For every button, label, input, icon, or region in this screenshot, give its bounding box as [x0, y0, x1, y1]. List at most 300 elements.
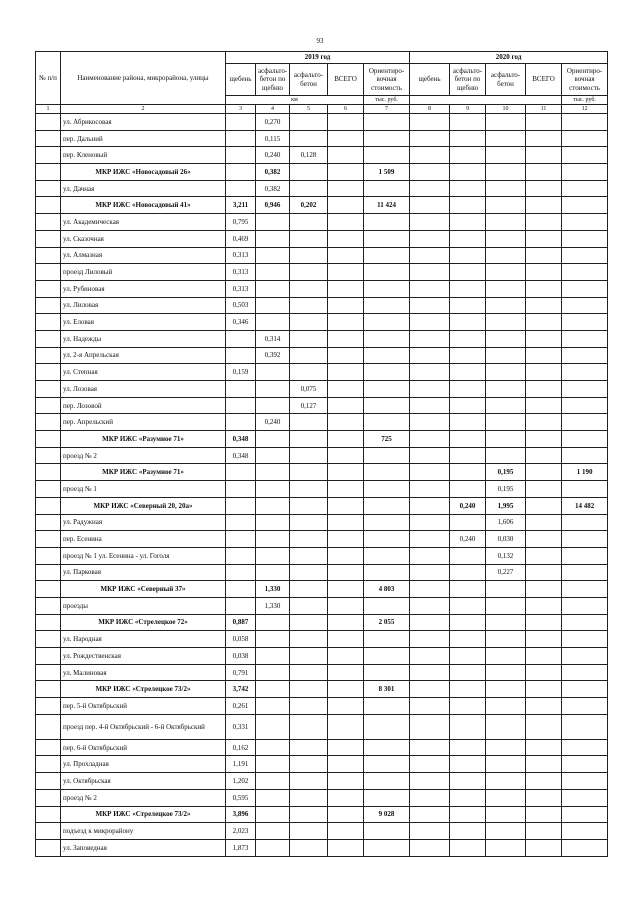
- value-cell: [256, 397, 290, 414]
- value-cell: [450, 330, 486, 347]
- row-number-cell: [36, 364, 61, 381]
- value-cell: [526, 381, 562, 398]
- value-cell: [410, 230, 450, 247]
- value-cell: [450, 431, 486, 448]
- value-cell: [328, 698, 364, 715]
- value-cell: [450, 698, 486, 715]
- table-row: [36, 664, 608, 681]
- value-cell: [410, 564, 450, 581]
- value-cell: [364, 481, 410, 498]
- row-name-cell: ул. Рубиновая: [61, 280, 226, 297]
- value-cell: 1,330: [256, 581, 290, 598]
- row-name-cell: проезд № 2: [61, 447, 226, 464]
- value-cell: [410, 397, 450, 414]
- value-cell: 0,128: [290, 147, 328, 164]
- sub-header: асфальто-бетон: [290, 64, 328, 96]
- row-name-cell: ул. Малиновая: [61, 664, 226, 681]
- column-number: 2: [61, 105, 226, 114]
- value-cell: [256, 230, 290, 247]
- value-cell: [328, 180, 364, 197]
- value-cell: [290, 739, 328, 756]
- value-cell: [562, 664, 608, 681]
- column-number: 12: [562, 105, 608, 114]
- table-row-total: [36, 806, 608, 823]
- value-cell: [562, 214, 608, 231]
- value-cell: [410, 214, 450, 231]
- value-cell: [256, 514, 290, 531]
- value-cell: [290, 431, 328, 448]
- value-cell: [410, 314, 450, 331]
- value-cell: [256, 264, 290, 281]
- value-cell: [256, 431, 290, 448]
- row-name-cell: подъезд к микрорайону: [61, 823, 226, 840]
- table-row-total: [36, 431, 608, 448]
- value-cell: [290, 839, 328, 856]
- row-name-cell: ул. Еловая: [61, 314, 226, 331]
- value-cell: [290, 631, 328, 648]
- row-number-cell: [36, 739, 61, 756]
- value-cell: [486, 756, 526, 773]
- value-cell: [328, 739, 364, 756]
- value-cell: [486, 581, 526, 598]
- value-cell: [256, 739, 290, 756]
- value-cell: [526, 347, 562, 364]
- value-cell: [526, 597, 562, 614]
- value-cell: [450, 230, 486, 247]
- value-cell: [328, 806, 364, 823]
- value-cell: [486, 839, 526, 856]
- row-name-cell: ул. Парковая: [61, 564, 226, 581]
- value-cell: [410, 247, 450, 264]
- value-cell: [526, 806, 562, 823]
- value-cell: [290, 214, 328, 231]
- row-number-cell: [36, 280, 61, 297]
- value-cell: [364, 147, 410, 164]
- column-number: 9: [450, 105, 486, 114]
- value-cell: [328, 564, 364, 581]
- value-cell: [562, 330, 608, 347]
- value-cell: [328, 614, 364, 631]
- value-cell: [562, 197, 608, 214]
- value-cell: 0,240: [256, 414, 290, 431]
- value-cell: 0,791: [226, 664, 256, 681]
- value-cell: [526, 464, 562, 481]
- sub-header: ВСЕГО: [328, 64, 364, 96]
- value-cell: [526, 230, 562, 247]
- row-name-cell: ул. Лозовая: [61, 381, 226, 398]
- sub-header: асфальто-бетон по щебню: [450, 64, 486, 96]
- value-cell: [526, 614, 562, 631]
- value-cell: [364, 297, 410, 314]
- value-cell: [526, 756, 562, 773]
- value-cell: [562, 164, 608, 181]
- value-cell: [562, 264, 608, 281]
- value-cell: [290, 314, 328, 331]
- value-cell: [290, 297, 328, 314]
- value-cell: 0,227: [486, 564, 526, 581]
- value-cell: 1,873: [226, 839, 256, 856]
- table-row: [36, 180, 608, 197]
- value-cell: 0,313: [226, 280, 256, 297]
- value-cell: [364, 773, 410, 790]
- value-cell: [328, 631, 364, 648]
- value-cell: [486, 164, 526, 181]
- value-cell: [364, 381, 410, 398]
- value-cell: [410, 648, 450, 665]
- value-cell: [450, 839, 486, 856]
- value-cell: [450, 547, 486, 564]
- value-cell: [290, 180, 328, 197]
- value-cell: [364, 664, 410, 681]
- value-cell: [290, 823, 328, 840]
- value-cell: 0,392: [256, 347, 290, 364]
- column-number: 7: [364, 105, 410, 114]
- row-number-cell: [36, 330, 61, 347]
- col-number-header: № п/п: [36, 52, 61, 105]
- value-cell: [486, 147, 526, 164]
- value-cell: [486, 197, 526, 214]
- roads-table: [35, 51, 608, 857]
- value-cell: [256, 497, 290, 514]
- value-cell: 0,469: [226, 230, 256, 247]
- row-number-cell: [36, 297, 61, 314]
- value-cell: [450, 481, 486, 498]
- row-number-cell: [36, 664, 61, 681]
- row-number-cell: [36, 381, 61, 398]
- value-cell: [226, 381, 256, 398]
- value-cell: [562, 431, 608, 448]
- value-cell: [328, 297, 364, 314]
- value-cell: [562, 147, 608, 164]
- value-cell: [364, 464, 410, 481]
- value-cell: [562, 597, 608, 614]
- value-cell: [364, 214, 410, 231]
- value-cell: 0,887: [226, 614, 256, 631]
- value-cell: [486, 414, 526, 431]
- value-cell: [450, 564, 486, 581]
- value-cell: [410, 514, 450, 531]
- value-cell: [256, 839, 290, 856]
- value-cell: [226, 130, 256, 147]
- column-number: 3: [226, 105, 256, 114]
- value-cell: [562, 180, 608, 197]
- value-cell: [290, 564, 328, 581]
- value-cell: 0,132: [486, 547, 526, 564]
- value-cell: [290, 347, 328, 364]
- value-cell: [410, 614, 450, 631]
- column-numbers-row: [36, 105, 608, 114]
- row-number-cell: [36, 789, 61, 806]
- value-cell: [486, 280, 526, 297]
- value-cell: [256, 756, 290, 773]
- row-number-cell: [36, 114, 61, 131]
- value-cell: [450, 789, 486, 806]
- value-cell: [290, 547, 328, 564]
- unit-cost: тыс. руб.: [364, 96, 410, 105]
- value-cell: 9 028: [364, 806, 410, 823]
- value-cell: [290, 756, 328, 773]
- value-cell: [562, 739, 608, 756]
- value-cell: [486, 597, 526, 614]
- value-cell: [256, 664, 290, 681]
- column-number: 5: [290, 105, 328, 114]
- value-cell: [328, 839, 364, 856]
- value-cell: [226, 564, 256, 581]
- row-name-cell: МКР ИЖС «Стрелецкое 73/2»: [61, 681, 226, 698]
- value-cell: [486, 314, 526, 331]
- table-row: [36, 648, 608, 665]
- table-row: [36, 823, 608, 840]
- value-cell: 0,240: [450, 531, 486, 548]
- value-cell: 8 301: [364, 681, 410, 698]
- value-cell: [562, 247, 608, 264]
- value-cell: [526, 681, 562, 698]
- value-cell: [256, 280, 290, 297]
- row-name-cell: пер. Апрельский: [61, 414, 226, 431]
- value-cell: [486, 247, 526, 264]
- table-row: [36, 214, 608, 231]
- value-cell: 2 055: [364, 614, 410, 631]
- value-cell: [526, 297, 562, 314]
- value-cell: [486, 447, 526, 464]
- value-cell: [410, 739, 450, 756]
- row-number-cell: [36, 247, 61, 264]
- table-row: [36, 773, 608, 790]
- row-number-cell: [36, 347, 61, 364]
- row-name-cell: пер. Кленовый: [61, 147, 226, 164]
- value-cell: [290, 464, 328, 481]
- value-cell: [526, 314, 562, 331]
- table-row: [36, 514, 608, 531]
- value-cell: [328, 414, 364, 431]
- value-cell: [562, 531, 608, 548]
- value-cell: [450, 464, 486, 481]
- value-cell: [562, 381, 608, 398]
- value-cell: [256, 631, 290, 648]
- row-number-cell: [36, 531, 61, 548]
- value-cell: [364, 514, 410, 531]
- column-number: 4: [256, 105, 290, 114]
- value-cell: [256, 247, 290, 264]
- table-row: [36, 330, 608, 347]
- value-cell: 0,261: [226, 698, 256, 715]
- col-name-header: Наименование района, микрорайона, улицы: [61, 52, 226, 105]
- value-cell: [486, 114, 526, 131]
- value-cell: [450, 681, 486, 698]
- value-cell: [526, 773, 562, 790]
- table-row: [36, 839, 608, 856]
- value-cell: [226, 147, 256, 164]
- value-cell: [562, 364, 608, 381]
- value-cell: [364, 347, 410, 364]
- value-cell: [328, 130, 364, 147]
- row-name-cell: проезды: [61, 597, 226, 614]
- row-name-cell: МКР ИЖС «Стрелецкое 72»: [61, 614, 226, 631]
- table-row: [36, 631, 608, 648]
- value-cell: [562, 756, 608, 773]
- value-cell: [256, 531, 290, 548]
- value-cell: [328, 347, 364, 364]
- value-cell: [562, 397, 608, 414]
- value-cell: [526, 664, 562, 681]
- column-number: 1: [36, 105, 61, 114]
- row-number-cell: [36, 823, 61, 840]
- value-cell: [562, 614, 608, 631]
- value-cell: [328, 214, 364, 231]
- value-cell: [526, 114, 562, 131]
- value-cell: [328, 230, 364, 247]
- value-cell: [410, 839, 450, 856]
- value-cell: [328, 681, 364, 698]
- value-cell: [410, 381, 450, 398]
- value-cell: [486, 214, 526, 231]
- value-cell: [364, 564, 410, 581]
- row-name-cell: ул. Сказочная: [61, 230, 226, 247]
- table-body: [36, 114, 608, 857]
- column-number: 10: [486, 105, 526, 114]
- row-number-cell: [36, 839, 61, 856]
- value-cell: 0,503: [226, 297, 256, 314]
- row-name-cell: проезд № 1: [61, 481, 226, 498]
- table-row: [36, 481, 608, 498]
- value-cell: [290, 664, 328, 681]
- value-cell: [526, 264, 562, 281]
- value-cell: [410, 197, 450, 214]
- value-cell: [328, 280, 364, 297]
- table-row: [36, 230, 608, 247]
- row-name-cell: МКР ИЖС «Стрелецкое 73/2»: [61, 806, 226, 823]
- value-cell: [328, 714, 364, 739]
- value-cell: 14 482: [562, 497, 608, 514]
- value-cell: [526, 648, 562, 665]
- value-cell: [256, 806, 290, 823]
- value-cell: [526, 547, 562, 564]
- row-name-cell: ул. Лиловая: [61, 297, 226, 314]
- value-cell: [450, 823, 486, 840]
- value-cell: 1 509: [364, 164, 410, 181]
- value-cell: [450, 648, 486, 665]
- row-number-cell: [36, 614, 61, 631]
- value-cell: [410, 347, 450, 364]
- value-cell: 0,313: [226, 247, 256, 264]
- table-row-total: [36, 581, 608, 598]
- value-cell: 0,346: [226, 314, 256, 331]
- row-number-cell: [36, 447, 61, 464]
- value-cell: [450, 364, 486, 381]
- value-cell: [410, 698, 450, 715]
- value-cell: [486, 381, 526, 398]
- value-cell: [364, 739, 410, 756]
- row-name-cell: МКР ИЖС «Северный 20, 20а»: [61, 497, 226, 514]
- value-cell: [450, 347, 486, 364]
- unit-km: км: [226, 96, 364, 105]
- value-cell: [364, 330, 410, 347]
- value-cell: [328, 497, 364, 514]
- value-cell: [562, 297, 608, 314]
- value-cell: 2,023: [226, 823, 256, 840]
- table-row-total: [36, 197, 608, 214]
- value-cell: [562, 631, 608, 648]
- value-cell: 0,159: [226, 364, 256, 381]
- value-cell: [450, 314, 486, 331]
- value-cell: [328, 648, 364, 665]
- row-name-cell: пер. 5-й Октябрьский: [61, 698, 226, 715]
- value-cell: [450, 164, 486, 181]
- row-name-cell: проезд Лиловый: [61, 264, 226, 281]
- value-cell: [486, 264, 526, 281]
- value-cell: [410, 631, 450, 648]
- row-number-cell: [36, 214, 61, 231]
- value-cell: [450, 264, 486, 281]
- value-cell: [526, 631, 562, 648]
- value-cell: [410, 823, 450, 840]
- value-cell: [450, 664, 486, 681]
- value-cell: [364, 597, 410, 614]
- value-cell: [486, 648, 526, 665]
- value-cell: [256, 789, 290, 806]
- value-cell: [256, 714, 290, 739]
- row-number-cell: [36, 773, 61, 790]
- value-cell: [226, 547, 256, 564]
- value-cell: 0,348: [226, 447, 256, 464]
- row-number-cell: [36, 230, 61, 247]
- value-cell: [256, 481, 290, 498]
- row-name-cell: МКР ИЖС «Разумное 71»: [61, 464, 226, 481]
- value-cell: [256, 314, 290, 331]
- value-cell: [364, 114, 410, 131]
- value-cell: [290, 414, 328, 431]
- value-cell: [410, 164, 450, 181]
- table-row: [36, 130, 608, 147]
- value-cell: [410, 130, 450, 147]
- value-cell: [290, 330, 328, 347]
- value-cell: [410, 756, 450, 773]
- column-number: 11: [526, 105, 562, 114]
- value-cell: [328, 114, 364, 131]
- value-cell: [450, 756, 486, 773]
- table-row: [36, 531, 608, 548]
- value-cell: [486, 431, 526, 448]
- value-cell: 0,795: [226, 214, 256, 231]
- row-number-cell: [36, 648, 61, 665]
- value-cell: [364, 698, 410, 715]
- table-row: [36, 280, 608, 297]
- value-cell: [562, 230, 608, 247]
- value-cell: [364, 280, 410, 297]
- value-cell: [486, 681, 526, 698]
- table-row: [36, 597, 608, 614]
- value-cell: [526, 280, 562, 297]
- row-number-cell: [36, 397, 61, 414]
- table-row: [36, 247, 608, 264]
- value-cell: [486, 180, 526, 197]
- row-name-cell: проезд пер. 4-й Октябрьский - 6-й Октябрьский: [61, 714, 226, 739]
- table-row: [36, 381, 608, 398]
- value-cell: [486, 397, 526, 414]
- value-cell: [450, 414, 486, 431]
- value-cell: 3,896: [226, 806, 256, 823]
- value-cell: [562, 114, 608, 131]
- value-cell: [328, 197, 364, 214]
- value-cell: [364, 364, 410, 381]
- value-cell: [486, 789, 526, 806]
- row-number-cell: [36, 180, 61, 197]
- value-cell: [450, 180, 486, 197]
- value-cell: [256, 547, 290, 564]
- value-cell: [486, 698, 526, 715]
- value-cell: [256, 364, 290, 381]
- row-number-cell: [36, 197, 61, 214]
